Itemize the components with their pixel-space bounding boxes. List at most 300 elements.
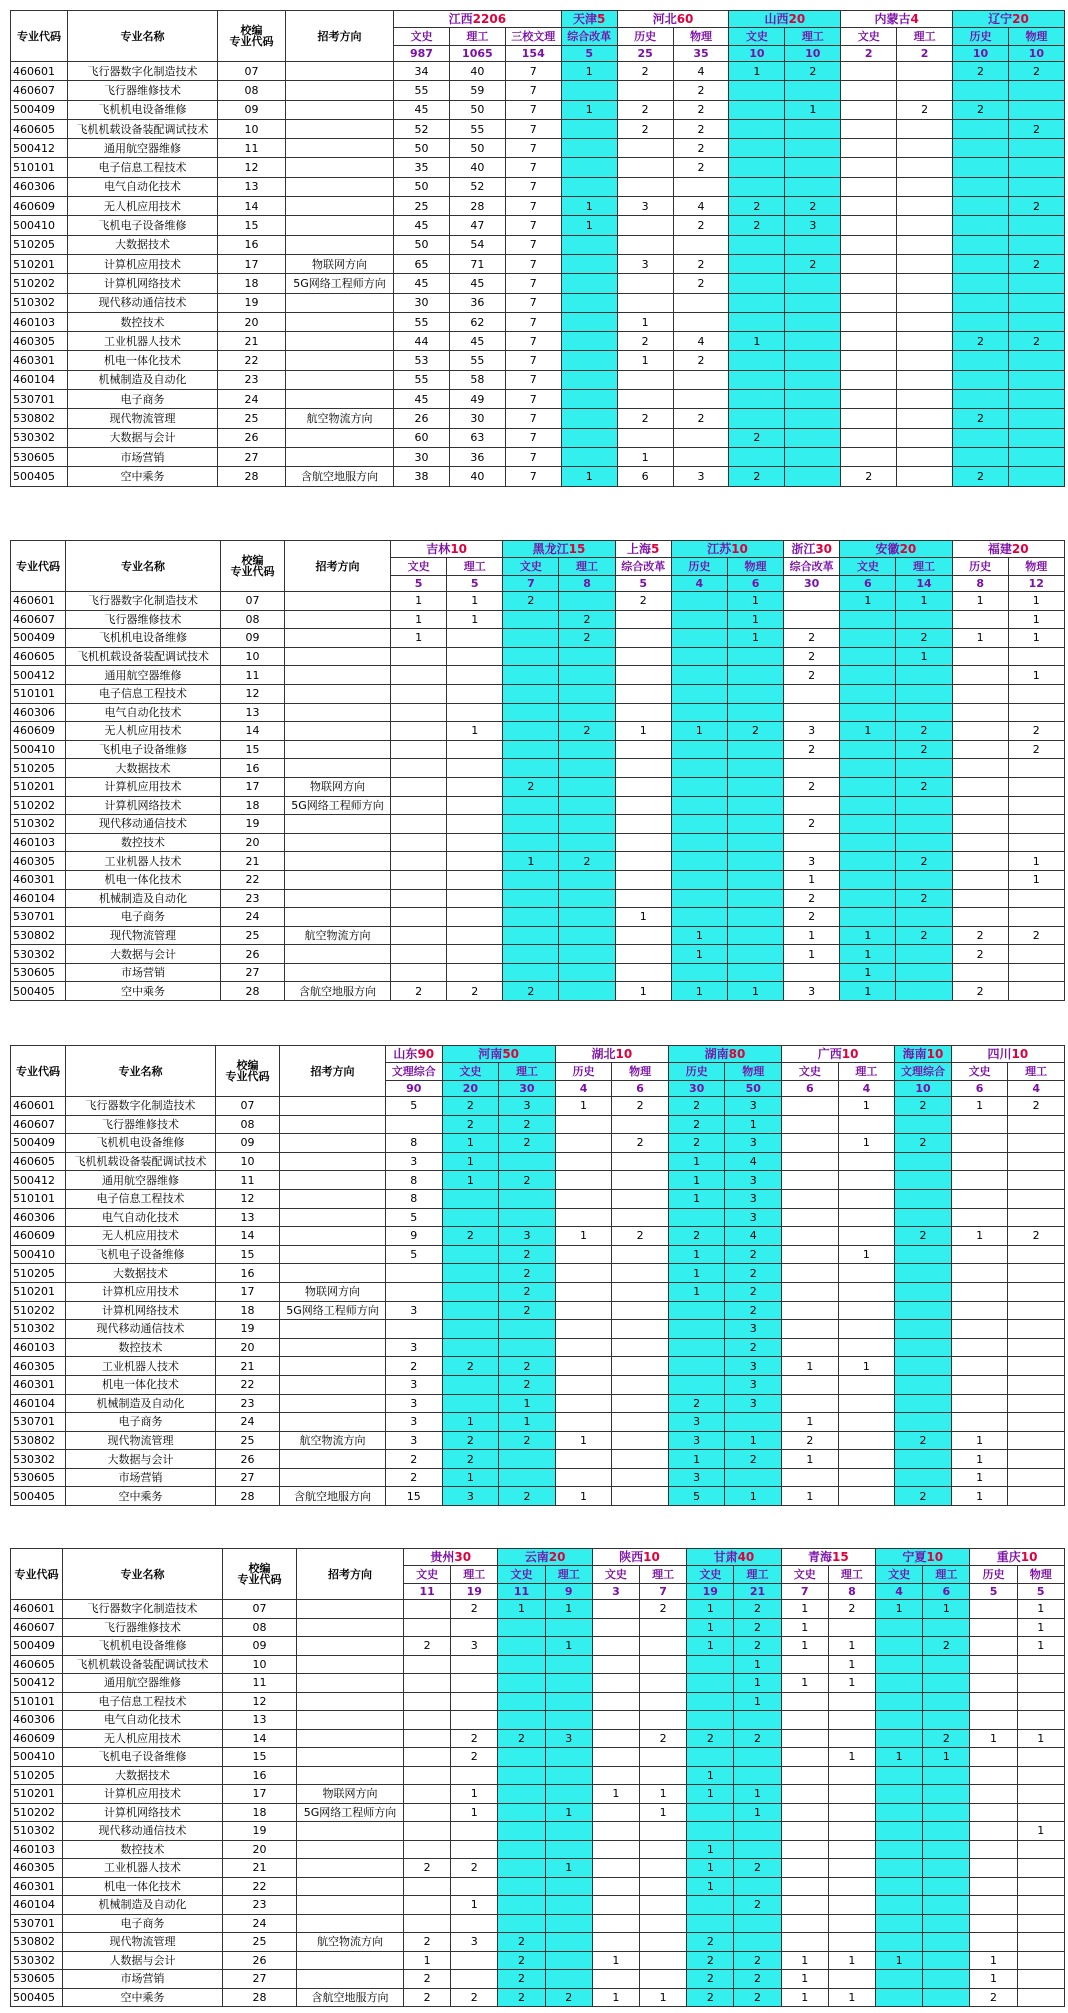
quota-cell: 1 (668, 1245, 725, 1264)
quota-cell: 2 (673, 100, 729, 119)
quota-cell (838, 1394, 895, 1413)
quota-cell (876, 1729, 923, 1748)
category-count: 9 (545, 1584, 592, 1600)
quota-cell (951, 1413, 1008, 1432)
quota-cell: 7 (505, 216, 561, 235)
quota-cell (561, 293, 617, 312)
quota-cell: 2 (953, 409, 1009, 428)
direction-cell (297, 1600, 404, 1619)
quota-cell (640, 1618, 687, 1637)
major-name-cell: 无人机应用技术 (63, 1729, 223, 1748)
quota-cell: 9 (386, 1227, 443, 1246)
quota-cell (923, 1711, 970, 1730)
quota-cell: 58 (449, 370, 505, 389)
major-code-cell: 530605 (11, 447, 68, 466)
direction-cell (280, 1245, 386, 1264)
school-code-cell: 16 (216, 1264, 280, 1283)
quota-cell (1008, 1375, 1065, 1394)
major-name-cell: 飞行器数字化制造技术 (66, 592, 221, 611)
quota-cell (782, 1208, 839, 1227)
quota-cell: 2 (729, 467, 785, 486)
quota-cell (498, 1655, 545, 1674)
quota-cell (952, 703, 1008, 722)
table-row (11, 1692, 1065, 1711)
quota-cell: 3 (545, 1729, 592, 1748)
major-name-cell: 电气自动化技术 (66, 1208, 216, 1227)
quota-cell (451, 1655, 498, 1674)
quota-cell (1008, 703, 1064, 722)
major-name-cell: 电子商务 (68, 390, 218, 409)
table-row (11, 177, 1065, 196)
quota-cell (592, 1600, 639, 1619)
quota-cell: 2 (668, 1394, 725, 1413)
quota-cell (896, 703, 952, 722)
quota-cell: 2 (1008, 926, 1064, 945)
province-header (876, 1549, 970, 1566)
province-name: 云南 (524, 1550, 549, 1564)
quota-cell (404, 1914, 451, 1933)
quota-cell (498, 1766, 545, 1785)
quota-cell: 1 (970, 1970, 1017, 1989)
quota-cell (785, 119, 841, 138)
direction-cell (280, 1208, 386, 1227)
table-row (11, 1803, 1065, 1822)
direction-cell (286, 100, 394, 119)
major-code-cell: 500412 (11, 1674, 63, 1693)
province-quota: 10 (450, 542, 468, 556)
quota-cell: 1 (876, 1600, 923, 1619)
quota-cell: 3 (668, 1413, 725, 1432)
quota-cell (897, 332, 953, 351)
quota-cell: 2 (673, 216, 729, 235)
quota-cell (729, 139, 785, 158)
quota-cell: 2 (559, 722, 615, 741)
col-header-name: 专业名称 (63, 1549, 223, 1600)
quota-cell (841, 274, 897, 293)
quota-cell: 2 (668, 1227, 725, 1246)
province-quota: 10 (1020, 1550, 1038, 1564)
province-quota: 40 (737, 1550, 755, 1564)
quota-cell (841, 62, 897, 81)
quota-cell: 60 (394, 428, 450, 447)
major-name-cell: 现代移动通信技术 (66, 815, 221, 834)
quota-cell (615, 796, 671, 815)
major-code-cell: 500409 (11, 1637, 63, 1656)
category-count: 3 (592, 1584, 639, 1600)
quota-cell (391, 647, 447, 666)
quota-cell: 2 (734, 1951, 781, 1970)
quota-cell (451, 1970, 498, 1989)
category-count: 10 (729, 46, 785, 62)
quota-cell (545, 1896, 592, 1915)
quota-cell: 2 (734, 1988, 781, 2007)
quota-cell: 1 (640, 1785, 687, 1804)
quota-cell: 3 (725, 1208, 782, 1227)
quota-cell (727, 759, 783, 778)
table-row (11, 647, 1065, 666)
quota-cell (895, 1394, 952, 1413)
quota-cell (499, 1320, 556, 1339)
category-header: 文史 (404, 1566, 451, 1584)
quota-cell (781, 1896, 828, 1915)
quota-cell: 2 (895, 1134, 952, 1153)
major-code-cell: 460605 (11, 1655, 63, 1674)
quota-cell (673, 390, 729, 409)
quota-cell: 7 (505, 254, 561, 273)
quota-cell (615, 852, 671, 871)
quota-cell (442, 1394, 499, 1413)
major-code-cell: 500409 (11, 100, 68, 119)
province-name: 内蒙古 (874, 12, 911, 26)
quota-cell (640, 1674, 687, 1693)
quota-cell: 36 (449, 447, 505, 466)
quota-cell (451, 1877, 498, 1896)
table-row (11, 390, 1065, 409)
quota-cell: 1 (781, 1600, 828, 1619)
quota-cell: 52 (394, 119, 450, 138)
quota-cell (545, 1970, 592, 1989)
quota-cell (876, 1859, 923, 1878)
quota-cell (970, 1655, 1017, 1674)
quota-cell (895, 1375, 952, 1394)
major-code-cell: 460305 (11, 332, 68, 351)
major-name-cell: 计算机网络技术 (63, 1803, 223, 1822)
province-name: 浙江 (791, 542, 816, 556)
quota-cell: 45 (394, 100, 450, 119)
table-row (11, 1320, 1065, 1339)
table-row (11, 1637, 1065, 1656)
quota-cell (671, 740, 727, 759)
province-name: 重庆 (996, 1550, 1021, 1564)
quota-cell (895, 1264, 952, 1283)
quota-cell (838, 1171, 895, 1190)
category-count: 7 (640, 1584, 687, 1600)
quota-cell: 45 (394, 390, 450, 409)
province-name: 山西 (764, 12, 789, 26)
quota-cell (781, 1766, 828, 1785)
quota-cell: 1 (451, 1785, 498, 1804)
quota-cell (592, 1618, 639, 1637)
quota-cell: 2 (498, 1988, 545, 2007)
quota-cell (561, 351, 617, 370)
quota-cell: 2 (640, 1600, 687, 1619)
quota-cell (841, 216, 897, 235)
quota-cell: 1 (671, 945, 727, 964)
quota-cell (404, 1877, 451, 1896)
category-header: 文史 (503, 558, 559, 576)
quota-cell: 2 (499, 1245, 556, 1264)
quota-cell (952, 796, 1008, 815)
quota-cell: 3 (784, 852, 840, 871)
quota-cell (668, 1357, 725, 1376)
quota-cell (498, 1803, 545, 1822)
quota-cell (895, 1245, 952, 1264)
major-name-cell: 大数据与会计 (68, 428, 218, 447)
school-code-cell: 12 (221, 684, 285, 703)
quota-cell (727, 908, 783, 927)
quota-cell (1008, 1264, 1065, 1283)
quota-cell: 1 (1017, 1618, 1064, 1637)
quota-cell: 1 (499, 1413, 556, 1432)
quota-cell: 6 (617, 467, 673, 486)
quota-cell: 1 (782, 1357, 839, 1376)
direction-cell (297, 1766, 404, 1785)
quota-cell (895, 1171, 952, 1190)
category-count: 19 (687, 1584, 734, 1600)
quota-cell (499, 1208, 556, 1227)
quota-cell: 1 (734, 1692, 781, 1711)
quota-cell (828, 1803, 875, 1822)
category-count: 6 (612, 1081, 669, 1097)
major-name-cell: 通用航空器维修 (63, 1674, 223, 1693)
school-code-cell: 21 (221, 852, 285, 871)
category-count: 5 (561, 46, 617, 62)
quota-cell: 2 (404, 1637, 451, 1656)
quota-cell: 2 (734, 1859, 781, 1878)
quota-cell: 2 (498, 1970, 545, 1989)
quota-cell: 1 (782, 1413, 839, 1432)
quota-cell (838, 1320, 895, 1339)
direction-cell (285, 852, 391, 871)
quota-cell (970, 1711, 1017, 1730)
quota-cell (592, 1877, 639, 1896)
major-code-cell: 530701 (11, 908, 66, 927)
quota-cell: 1 (545, 1600, 592, 1619)
province-header (840, 541, 952, 558)
quota-cell (498, 1859, 545, 1878)
quota-cell (953, 447, 1009, 466)
quota-cell (640, 1692, 687, 1711)
quota-cell (952, 740, 1008, 759)
quota-cell (897, 254, 953, 273)
quota-cell: 1 (781, 1970, 828, 1989)
quota-cell: 2 (1008, 332, 1064, 351)
quota-cell: 3 (451, 1637, 498, 1656)
direction-cell (286, 428, 394, 447)
quota-cell (895, 1152, 952, 1171)
quota-cell (838, 1338, 895, 1357)
major-name-cell: 机械制造及自动化 (66, 1394, 216, 1413)
major-name-cell: 现代移动通信技术 (68, 293, 218, 312)
quota-cell: 7 (505, 293, 561, 312)
major-name-cell: 现代物流管理 (66, 1431, 216, 1450)
quota-cell: 2 (386, 1450, 443, 1469)
col-header-school-code: 校编 专业代码 (223, 1549, 297, 1600)
quota-cell (555, 1320, 612, 1339)
table-row (11, 1357, 1065, 1376)
major-name-cell: 飞机电子设备维修 (68, 216, 218, 235)
quota-cell (1008, 1189, 1065, 1208)
quota-cell: 2 (404, 1859, 451, 1878)
school-code-cell: 26 (223, 1951, 297, 1970)
quota-cell (615, 889, 671, 908)
quota-cell: 2 (952, 945, 1008, 964)
quota-cell: 3 (668, 1431, 725, 1450)
table-row (11, 1338, 1065, 1357)
quota-cell (727, 889, 783, 908)
quota-cell (545, 1692, 592, 1711)
category-header: 物理 (673, 28, 729, 46)
quota-cell (970, 1618, 1017, 1637)
category-header: 综合改革 (615, 558, 671, 576)
quota-cell (555, 1450, 612, 1469)
quota-cell (734, 1766, 781, 1785)
quota-cell (640, 1877, 687, 1896)
major-name-cell: 飞机机电设备维修 (63, 1637, 223, 1656)
quota-cell (841, 81, 897, 100)
quota-cell (1008, 1134, 1065, 1153)
quota-cell (953, 293, 1009, 312)
major-code-cell: 460605 (11, 647, 66, 666)
quota-cell (447, 684, 503, 703)
quota-cell (1008, 1338, 1065, 1357)
quota-cell: 4 (673, 62, 729, 81)
school-code-cell: 27 (218, 447, 286, 466)
col-header-direction: 招考方向 (280, 1046, 386, 1097)
category-count: 19 (451, 1584, 498, 1600)
quota-cell (951, 1357, 1008, 1376)
quota-cell (727, 945, 783, 964)
quota-cell: 2 (953, 467, 1009, 486)
quota-cell (876, 1766, 923, 1785)
table-row (11, 447, 1065, 466)
quota-cell (404, 1748, 451, 1767)
major-code-cell: 510101 (11, 1692, 63, 1711)
major-code-cell: 500405 (11, 982, 66, 1001)
quota-cell (781, 1822, 828, 1841)
major-code-cell: 460301 (11, 351, 68, 370)
quota-cell (784, 610, 840, 629)
quota-cell (503, 684, 559, 703)
province-name: 江西 (448, 12, 473, 26)
quota-cell: 2 (896, 629, 952, 648)
quota-cell (952, 684, 1008, 703)
school-code-cell: 10 (218, 119, 286, 138)
quota-cell: 45 (394, 216, 450, 235)
category-count: 2 (897, 46, 953, 62)
quota-cell (640, 1859, 687, 1878)
quota-cell: 2 (725, 1245, 782, 1264)
quota-cell: 2 (785, 197, 841, 216)
quota-cell (895, 1413, 952, 1432)
major-name-cell: 现代物流管理 (68, 409, 218, 428)
table-row (11, 197, 1065, 216)
quota-cell (592, 1803, 639, 1822)
quota-cell (952, 852, 1008, 871)
quota-cell (785, 274, 841, 293)
quota-cell: 49 (449, 390, 505, 409)
quota-cell (559, 889, 615, 908)
quota-cell: 2 (668, 1115, 725, 1134)
quota-cell: 40 (449, 62, 505, 81)
school-code-cell: 28 (223, 1988, 297, 2007)
major-code-cell: 460607 (11, 1618, 63, 1637)
category-header: 文史 (592, 1566, 639, 1584)
direction-cell (297, 1618, 404, 1637)
school-code-cell: 19 (223, 1822, 297, 1841)
major-code-cell: 460607 (11, 610, 66, 629)
quota-cell: 1 (668, 1152, 725, 1171)
table-row (11, 235, 1065, 254)
quota-cell: 2 (734, 1600, 781, 1619)
province-name: 吉林 (426, 542, 451, 556)
category-count: 21 (734, 1584, 781, 1600)
quota-cell (442, 1264, 499, 1283)
province-name: 宁夏 (902, 1550, 927, 1564)
quota-cell (953, 370, 1009, 389)
quota-cell: 1 (1008, 592, 1064, 611)
quota-cell: 3 (499, 1097, 556, 1116)
table-row (11, 1896, 1065, 1915)
quota-cell (545, 1711, 592, 1730)
major-code-cell: 500405 (11, 1487, 66, 1506)
quota-cell (782, 1264, 839, 1283)
province-header (498, 1549, 592, 1566)
quota-cell (1017, 1655, 1064, 1674)
quota-cell (729, 370, 785, 389)
quota-cell (951, 1245, 1008, 1264)
major-code-cell: 460306 (11, 703, 66, 722)
province-name: 贵州 (430, 1550, 455, 1564)
quota-cell: 1 (840, 945, 896, 964)
quota-cell (447, 815, 503, 834)
major-name-cell: 无人机应用技术 (68, 197, 218, 216)
quota-cell (612, 1487, 669, 1506)
quota-cell (617, 428, 673, 447)
quota-cell (785, 139, 841, 158)
quota-cell: 7 (505, 428, 561, 447)
quota-cell (838, 1227, 895, 1246)
quota-cell: 7 (505, 390, 561, 409)
quota-cell: 2 (668, 1097, 725, 1116)
quota-cell: 2 (952, 982, 1008, 1001)
quota-cell: 1 (1017, 1637, 1064, 1656)
quota-cell: 2 (498, 1933, 545, 1952)
quota-cell (503, 889, 559, 908)
category-count: 30 (668, 1081, 725, 1097)
quota-cell (404, 1729, 451, 1748)
table-row (11, 1375, 1065, 1394)
quota-cell (840, 610, 896, 629)
quota-cell (673, 235, 729, 254)
quota-cell (612, 1338, 669, 1357)
quota-cell (612, 1394, 669, 1413)
category-count: 5 (1017, 1584, 1064, 1600)
quota-cell (1008, 235, 1064, 254)
quota-cell: 1 (442, 1134, 499, 1153)
quota-cell (391, 759, 447, 778)
school-code-cell: 27 (216, 1468, 280, 1487)
quota-cell (555, 1171, 612, 1190)
major-name-cell: 市场营销 (63, 1970, 223, 1989)
quota-cell (671, 963, 727, 982)
quota-cell (545, 1618, 592, 1637)
quota-cell: 38 (394, 467, 450, 486)
province-quota: 20 (548, 1550, 566, 1564)
major-name-cell: 无人机应用技术 (66, 722, 221, 741)
direction-cell (285, 870, 391, 889)
direction-cell: 含航空地服方向 (286, 467, 394, 486)
quota-cell: 8 (386, 1171, 443, 1190)
major-name-cell: 飞行器维修技术 (66, 610, 221, 629)
province-header (781, 1549, 875, 1566)
quota-cell (640, 1637, 687, 1656)
category-header: 理工 (447, 558, 503, 576)
quota-cell (727, 684, 783, 703)
school-code-cell: 07 (221, 592, 285, 611)
quota-cell (1008, 889, 1064, 908)
quota-cell (498, 1692, 545, 1711)
